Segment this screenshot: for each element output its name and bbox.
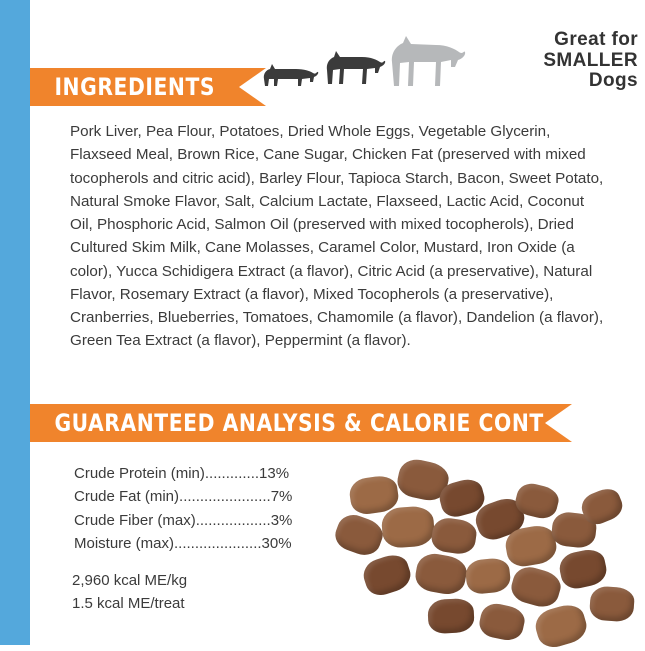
analysis-row-moisture: Moisture (max).....................30% bbox=[74, 535, 292, 553]
ingredients-banner bbox=[30, 68, 239, 106]
great-for-line1: Great for bbox=[554, 29, 638, 51]
guaranteed-analysis-banner bbox=[30, 404, 591, 442]
calories-per-treat: 1.5 kcal ME/treat bbox=[72, 594, 185, 612]
analysis-row-protein: Crude Protein (min).............13% bbox=[74, 465, 290, 482]
great-for-line2: SMALLER Dogs bbox=[543, 49, 638, 92]
dachshund-silhouette bbox=[258, 58, 320, 92]
great-for-smaller-dogs bbox=[524, 30, 638, 92]
banner-tail-analysis bbox=[545, 404, 572, 442]
large-dog-silhouette bbox=[388, 36, 466, 92]
dog-silhouette-group bbox=[258, 36, 466, 92]
treat-pieces-image bbox=[320, 455, 645, 645]
header-dogs-row bbox=[258, 29, 638, 92]
ingredients-banner-label: INGREDIENTS bbox=[54, 73, 216, 101]
guaranteed-analysis-banner-label: GUARANTEED ANALYSIS & CALORIE CONTENT bbox=[54, 409, 591, 437]
analysis-row-fat: Crude Fat (min)......................7% bbox=[74, 488, 293, 506]
left-blue-stripe bbox=[0, 0, 30, 645]
banner-tail-ingredients bbox=[239, 68, 266, 106]
calorie-content bbox=[72, 570, 187, 615]
beagle-silhouette bbox=[322, 48, 386, 92]
analysis-row-fiber: Crude Fiber (max)..................3% bbox=[74, 511, 293, 529]
ingredients-text: Pork Liver, Pea Flour, Potatoes, Dried Whole Eggs, Vegetable Glycerin, Flaxseed Meal, Brown Rice, Cane Sugar, Chicken Fat (preserved with mixed tocopherols and citric acid), Barley Flour, Tapioca Starch, Bacon, Sweet Potato, Natural Smoke Flavor, Salt, Calcium Lactate, Flaxseed, Lactic Acid, Coconut Oil, Phosphoric Acid, Salmon Oil (preserved with mixed tocopherols), Dried Cultured Skim Milk, Cane Molasses, Caramel Color, Mustard, Iron Oxide (a color), Yucca Schidigera Extract (a flavor), Citric Acid (a preservative), Natural Flavor, Rosemary Extract (a flavor), Mixed Tocopherols (a preservative), Cranberries, Blueberries, Tomatoes, Chamomile (a flavor), Dandelion (a flavor), Green Tea Extract (a flavor), Peppermint (a flavor). bbox=[70, 123, 604, 350]
calories-per-kg: 2,960 kcal ME/kg bbox=[72, 572, 188, 589]
